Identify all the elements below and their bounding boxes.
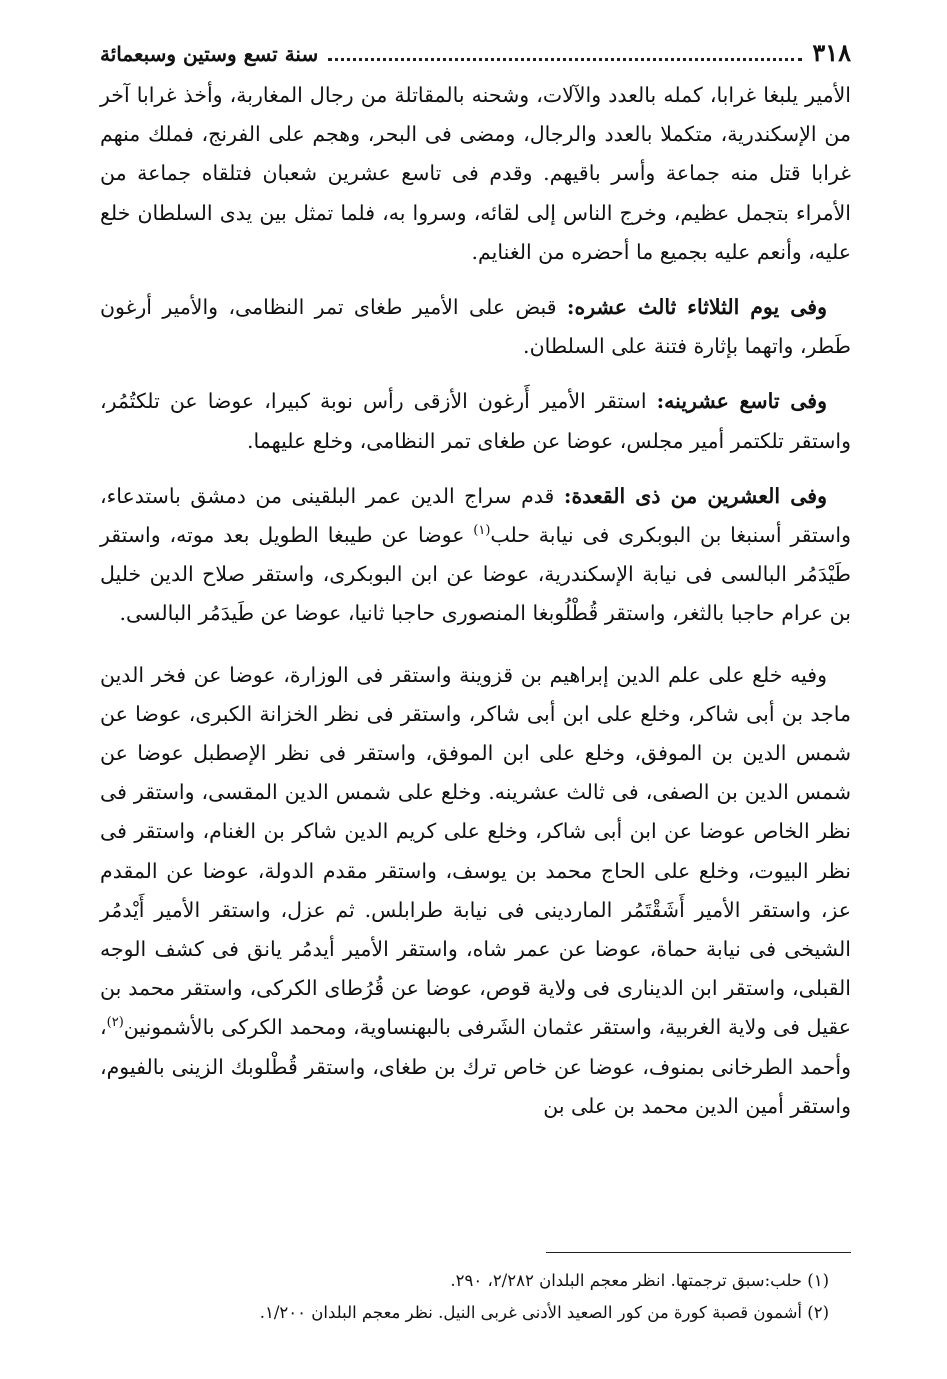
paragraph [100, 382, 851, 460]
dotted-leader [328, 44, 802, 61]
footnote: (١) حلب:سبق ترجمتها. انظر معجم البلدان ٢/٢٨٢، ٢٩٠. [450, 1271, 829, 1290]
main-text [100, 76, 851, 1126]
paragraph-text: قبض على الأمير طغاى تمر النظامى، والأمير أرغون طَطر، واتهما بإثارة فتنة على السلطان. [100, 295, 851, 359]
paragraph-lead: وفى يوم الثلاثاء ثالث عشره: [566, 295, 827, 320]
paragraph-text: الأمير يلبغا غرابا، كمله بالعدد والآلات، وشحنه بالمقاتلة من رجال المغاربة، وأخذ غرابا آخر من الإسكندرية، متكملا بالعدد والرجال، ومضى فى البحر، وهجم على الفرنج، فملك منهم غرابا قتل منه جماعة وأسر باقيهم. وقدم فى تاسع عشرين شعبان فتلقاه جماعة من الأمراء بتجمل عظيم، وخرج الناس إلى لقائه، وسروا به، فلما تمثل بين يدى السلطان خلع عليه، وأنعم عليه بجميع ما أحضره من الغنايم. [100, 83, 851, 264]
page-number: ٣١٨ [812, 38, 851, 67]
footnotes [100, 1265, 829, 1329]
footnote-marker[interactable]: (١) [473, 523, 491, 539]
paragraph-text: ، وأحمد الطرخانى بمنوف، عوضا عن خاص ترك بن طغاى، واستقر قُطْلوبك الزينى بالفيوم، واستقر أمين الدين محمد بن على بن [100, 1015, 851, 1118]
running-head [100, 38, 851, 76]
paragraph [100, 76, 851, 272]
paragraph [100, 477, 851, 634]
paragraph-text: عوضا عن طيبغا الطويل بعد موته، واستقر طَيْدَمُر البالسى فى نيابة الإسكندرية، عوضا عن ابن البوبكرى، واستقر صلاح الدين خليل بن عرام حاجبا بالثغر، واستقر قُطْلُوبغا المنصورى حاجبا ثانيا، عوضا عن طَيدَمُر البالسى. [100, 523, 851, 626]
paragraph-lead: وفى تاسع عشرينه: [656, 389, 827, 414]
paragraph [100, 288, 851, 366]
footnote-marker[interactable]: (٢) [106, 1015, 124, 1031]
paragraph-text: استقر الأمير أَرغون الأزقى رأس نوبة كبيرا، عوضا عن تلكتُمُر، واستقر تلكتمر أمير مجلس، عوضا عن طغاى تمر النظامى، وخلع عليهما. [100, 389, 851, 453]
paragraph-lead: وفى العشرين من ذى القعدة: [563, 483, 827, 508]
paragraph-text: قدم سراج الدين عمر البلقينى من دمشق باستدعاء، واستقر أسنبغا بن البوبكرى فى نيابة حلب [100, 483, 851, 548]
footnote: (٢) أشمون قصبة كورة من كور الصعيد الأدنى غربى النيل. نظر معجم البلدان ١/٢٠٠. [259, 1303, 829, 1322]
paragraph-text: وفيه خلع على علم الدين إبراهيم بن قزوينة واستقر فى الوزارة، عوضا عن فخر الدين ماجد بن أبى شاكر، وخلع على ابن أبى شاكر، واستقر فى نظر الخزانة الكبرى، عوضا عن شمس الدين بن الموفق، وخلع على ابن الموفق، واستقر فى نظر الإصطبل عوضا عن شمس الدين بن الصفى، فى ثالث عشرينه. وخلع على شمس الدين المقسى، واستقر فى نظر الخاص عوضا عن ابن أبى شاكر، وخلع على كريم الدين شاكر بن الغنام، واستقر فى نظر البيوت، وخلع على الحاج محمد بن يوسف، واستقر مقدم الدولة، عوضا عن المقدم عز، واستقر الأمير أَشَقْتَمُر الماردينى فى نيابة طرابلس. ثم عزل، واستقر الأمير أَيْدمُر الشيخى فى نيابة حماة، عوضا عن عمر شاه، واستقر الأمير أيدمُر يانق فى كشف الوجه القبلى، واستقر ابن الدينارى فى ولاية قوص، عوضا عن قُرُطاى الكركى، واستقر محمد بن عقيل فى ولاية الغربية، واستقر عثمان الشَرفى بالبهنساوية، ومحمد الكركى بالأشمونين [100, 662, 851, 1040]
footnote-divider [546, 1252, 851, 1253]
paragraph [100, 656, 851, 1126]
running-title: سنة تسع وستين وسبعمائة [100, 42, 319, 66]
